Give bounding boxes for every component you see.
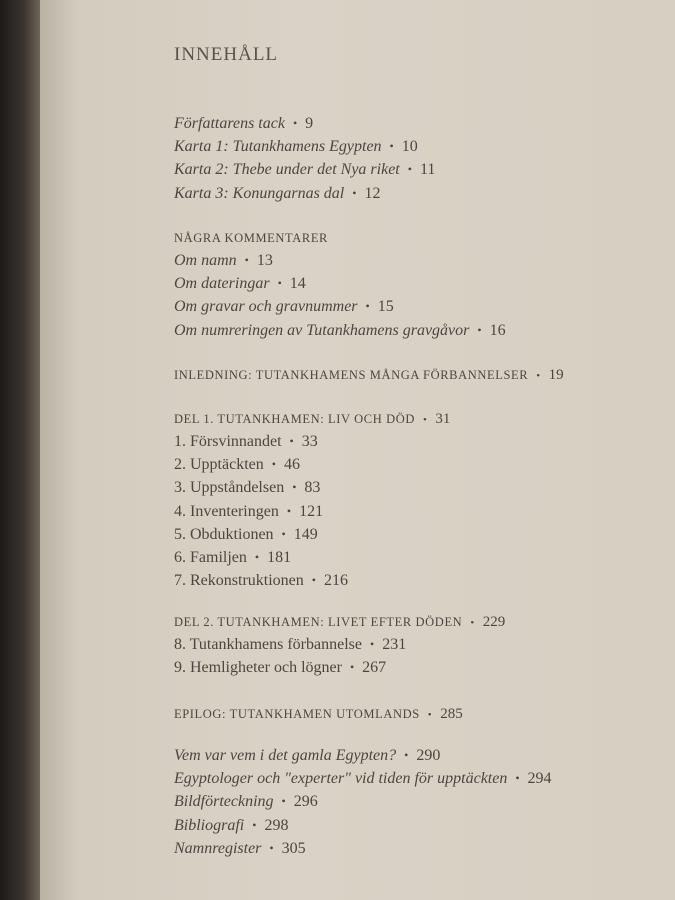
section-heading: DEL 1. TUTANKHAMEN: LIV OCH DÖD • 31	[174, 411, 451, 427]
toc-entry: 2. Upptäckten • 46	[174, 456, 300, 474]
epilog-section	[174, 703, 463, 725]
toc-entry: 5. Obduktionen • 149	[174, 525, 318, 543]
front-matter-list	[174, 112, 435, 205]
section-heading: NÅGRA KOMMENTARER	[174, 231, 328, 245]
toc-entry: 6. Familjen • 181	[174, 548, 292, 566]
intro-section	[174, 364, 564, 386]
toc-entry: 8. Tutankhamens förbannelse • 231	[174, 636, 407, 653]
toc-entry: 1. Försvinnandet • 33	[174, 433, 318, 450]
page-title: INNEHÅLL	[174, 44, 279, 65]
toc-entry: 9. Hemligheter och lögner • 267	[174, 659, 387, 677]
toc-entry: Vem var vem i det gamla Egypten? • 290	[174, 747, 441, 764]
comments-section	[174, 227, 506, 342]
toc-entry: Bildförteckning • 296	[174, 793, 318, 811]
section-heading: EPILOG: TUTANKHAMEN UTOMLANDS • 285	[174, 706, 463, 722]
toc-entry: Karta 2: Thebe under det Nya riket • 11	[174, 161, 436, 179]
toc-entry: Om dateringar • 14	[174, 275, 306, 293]
section-heading: DEL 2. TUTANKHAMEN: LIVET EFTER DÖDEN • 229	[174, 614, 506, 630]
toc-entry: Karta 3: Konungarnas dal • 12	[174, 184, 381, 202]
back-matter-list	[174, 744, 552, 860]
toc-entry: Om numreringen av Tutankhamens gravgåvor • 16	[174, 321, 506, 339]
section-heading: INLEDNING: TUTANKHAMENS MÅNGA FÖRBANNELSER • 19	[174, 367, 564, 383]
part-1-section	[174, 408, 450, 592]
toc-entry: Karta 1: Tutankhamens Egypten • 10	[174, 138, 418, 156]
toc-entry: Egyptologer och "experter" vid tiden för upptäckten • 294	[174, 770, 552, 788]
toc-entry: 4. Inventeringen • 121	[174, 502, 324, 520]
part-2-section	[174, 611, 505, 679]
toc-entry: 3. Uppståndelsen • 83	[174, 479, 321, 497]
toc-entry: Bibliografi • 298	[174, 816, 289, 834]
book-page	[40, 0, 675, 900]
toc-entry: Om gravar och gravnummer • 15	[174, 298, 394, 316]
toc-entry: Författarens tack • 9	[174, 115, 314, 132]
toc-entry: Om namn • 13	[174, 252, 273, 269]
toc-entry: 7. Rekonstruktionen • 216	[174, 572, 348, 590]
toc-entry: Namnregister • 305	[174, 839, 306, 857]
book-spine	[0, 0, 40, 900]
